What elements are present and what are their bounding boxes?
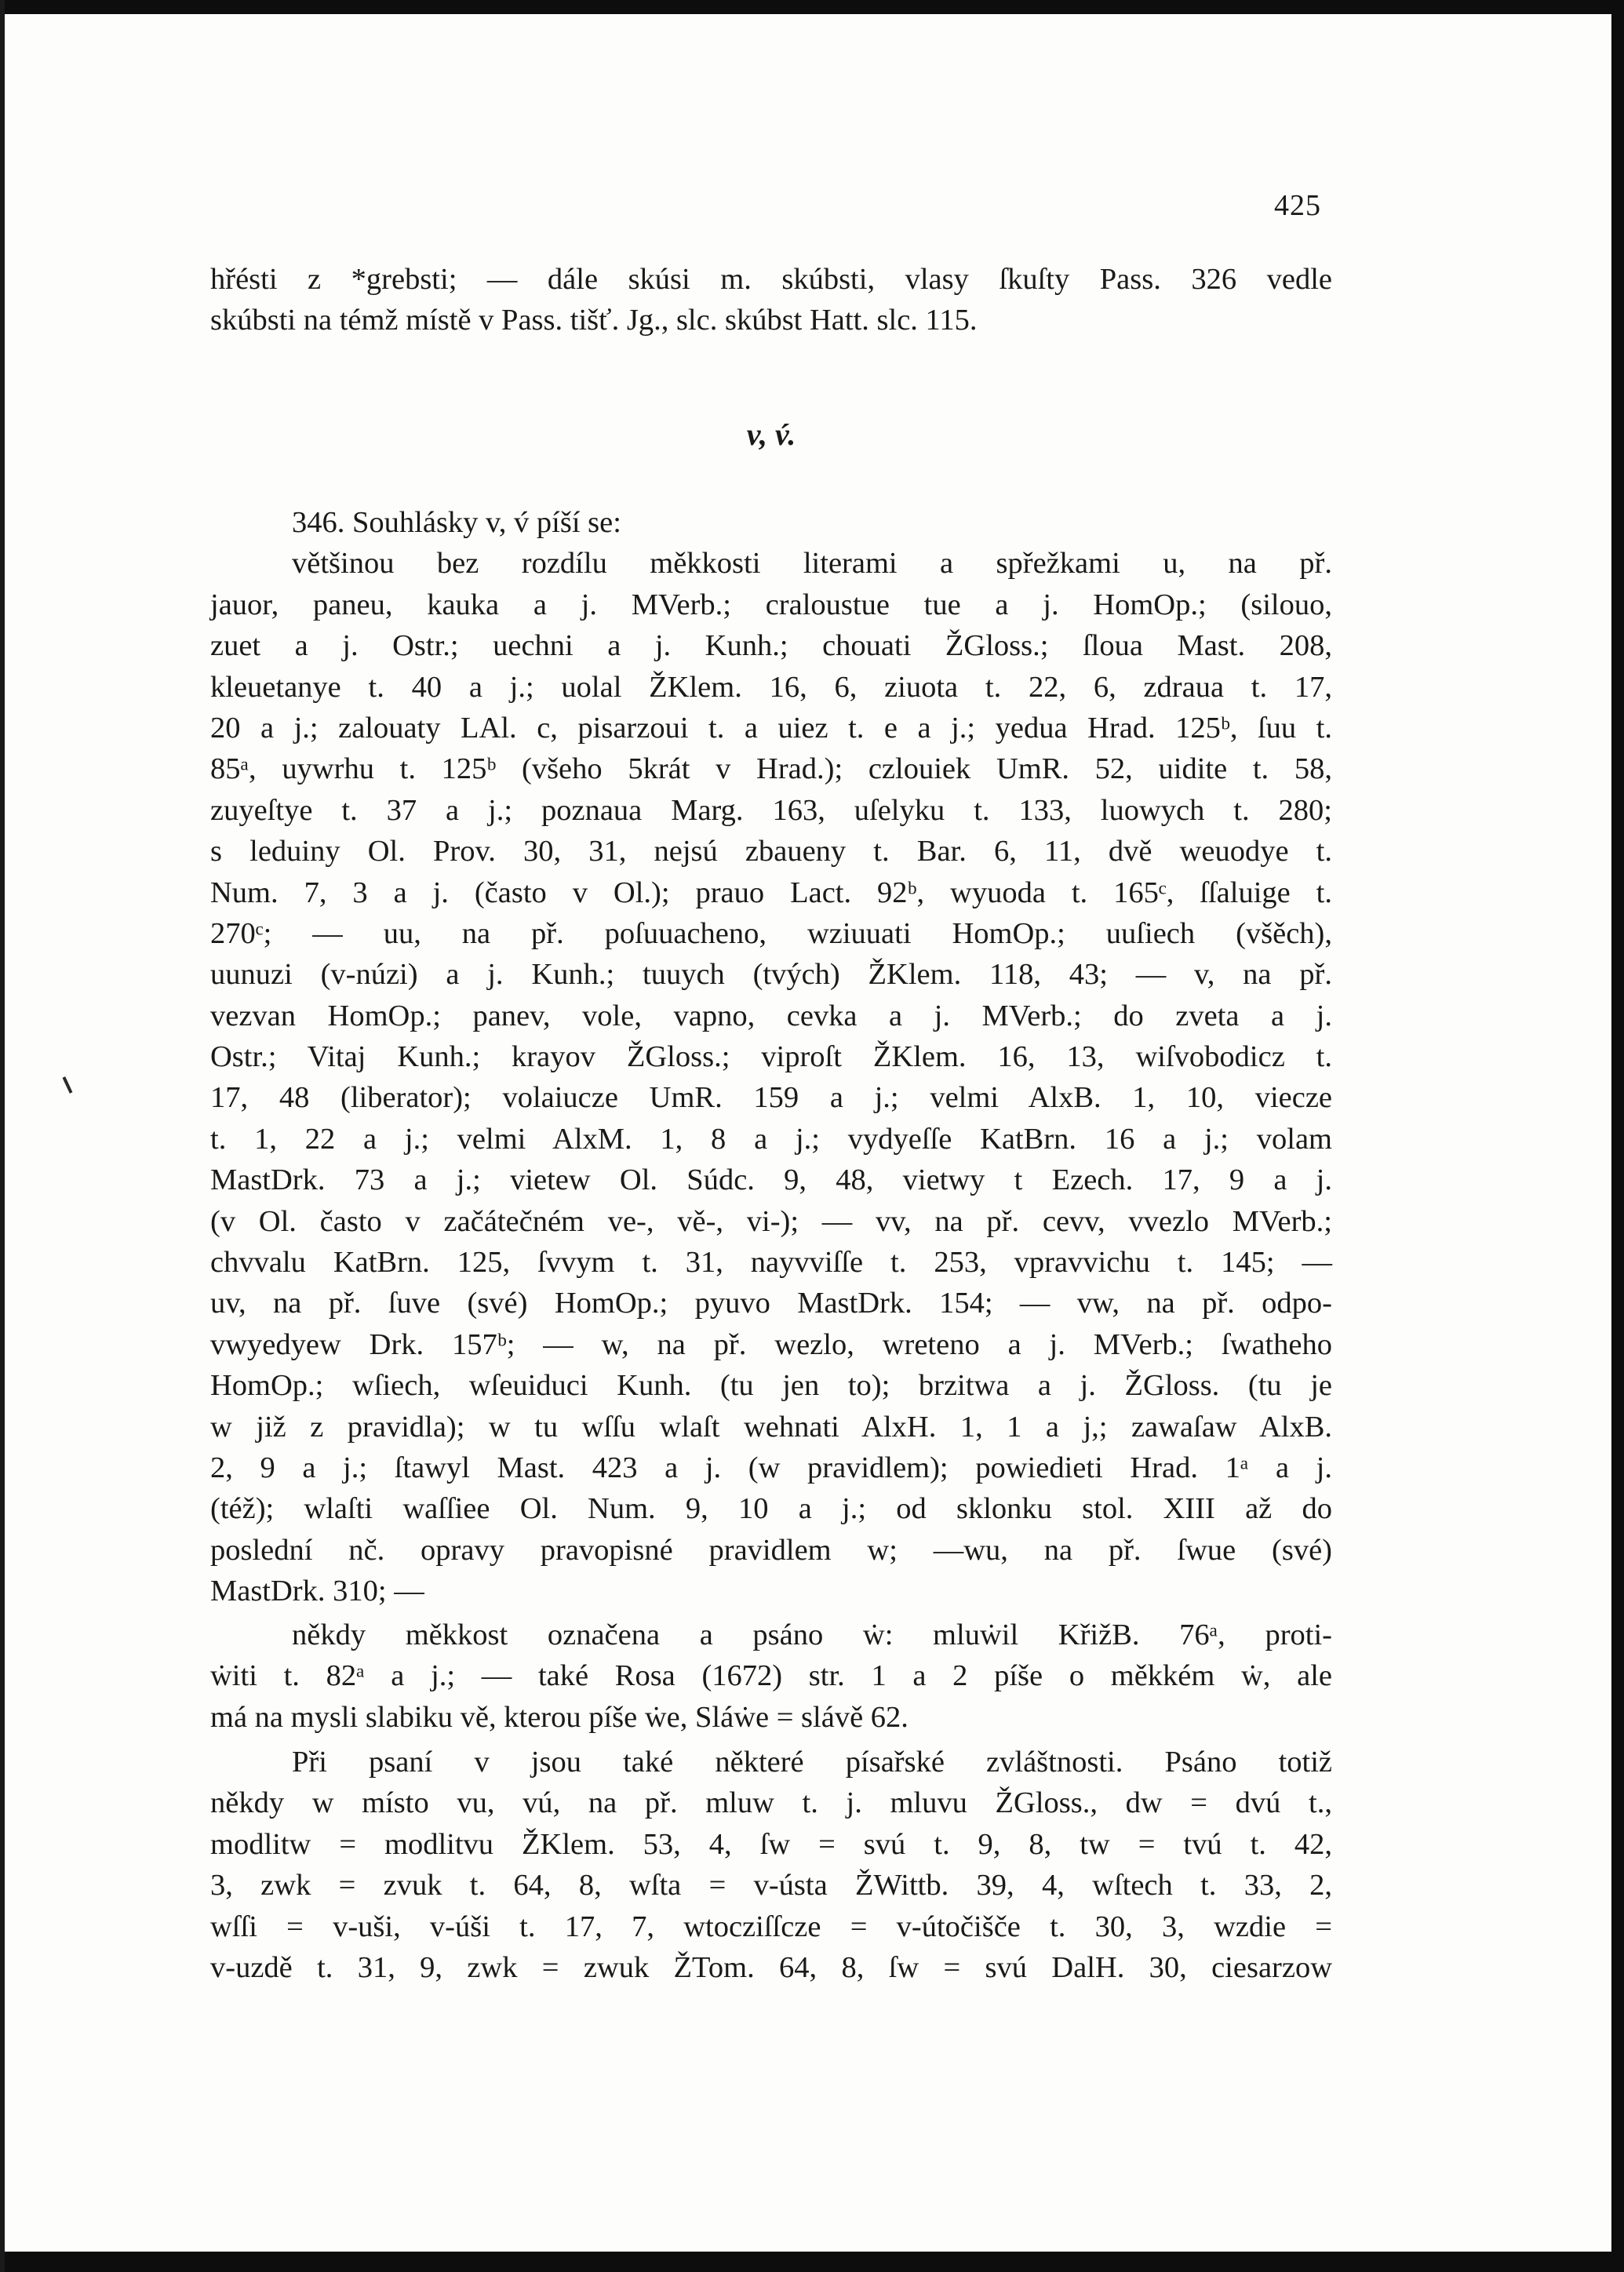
text-line: uv, na př. ſuve (své) HomOp.; pyuvo MastDrk. 154; — vw, na př. odpo- bbox=[210, 1287, 1332, 1320]
text-line: uunuzi (v-núzi) a j. Kunh.; tuuych (tvých) ŽKlem. 118, 43; — v, na př. bbox=[210, 958, 1332, 992]
text-line: skúbsti na témž místě v Pass. tišť. Jg., slc. skúbst Hatt. slc. 115. bbox=[210, 304, 978, 337]
text-line: vwyedyew Drk. 157ᵇ; — w, na př. wezlo, wreteno a j. MVerb.; ſwatheho bbox=[210, 1327, 1332, 1361]
text-line: (v Ol. často v začátečném ve-, vě-, vi-); — vv, na př. cevv, vvezlo MVerb.; bbox=[210, 1204, 1332, 1238]
scribal-paragraph bbox=[210, 1742, 1332, 1988]
text-line: w již z pravidla); w tu wſſu wlaſt wehnati AlxH. 1, 1 a j,; zawaſaw AlxB. bbox=[210, 1410, 1332, 1444]
text-line: většinou bez rozdílu měkkosti literami a spřežkami u, na př. bbox=[292, 547, 1332, 581]
text-line: 3, zwk = zvuk t. 64, 8, wſta = v-ústa ŽWittb. 39, 4, wſtech t. 33, 2, bbox=[210, 1869, 1332, 1902]
text-line: někdy w místo vu, vú, na př. mluw t. j. mluvu ŽGloss., dw = dvú t., bbox=[210, 1786, 1332, 1820]
text-line: 270ᶜ; — uu, na př. poſuuacheno, wziuuati HomOp.; uuſiech (všěch), bbox=[210, 916, 1332, 950]
section-heading: v, v́. bbox=[746, 417, 796, 452]
text-line: 2, 9 a j.; ſtawyl Mast. 423 a j. (w pravidlem); powiedieti Hrad. 1ᵃ a j. bbox=[210, 1451, 1332, 1484]
text-line: chvvalu KatBrn. 125, ſvvym t. 31, nayvviſſe t. 253, vpravvichu t. 145; — bbox=[210, 1246, 1332, 1280]
text-line: vezvan HomOp.; panev, vole, vapno, cevka a j. MVerb.; do zveta a j. bbox=[210, 999, 1332, 1032]
softness-paragraph bbox=[210, 1615, 1332, 1738]
text-line: zuet a j. Ostr.; uechni a j. Kunh.; chouati ŽGloss.; ſloua Mast. 208, bbox=[210, 629, 1332, 663]
text-line: (též); wlaſti waſſiee Ol. Num. 9, 10 a j.; od sklonku stol. XIII až do bbox=[210, 1492, 1332, 1526]
scan-border-bottom bbox=[0, 2252, 1624, 2272]
text-line: 346. Souhlásky v, v́ píší se: bbox=[292, 506, 621, 539]
scan-border-top bbox=[0, 0, 1624, 14]
text-line: kleuetanye t. 40 a j.; uolal ŽKlem. 16, 6, ziuota t. 22, 6, zdraua t. 17, bbox=[210, 670, 1332, 704]
text-line: v-uzdě t. 31, 9, zwk = zwuk ŽTom. 64, 8, ſw = svú DalH. 30, ciesarzow bbox=[210, 1950, 1332, 1984]
scan-border-right bbox=[1611, 0, 1624, 2272]
scan-border-left bbox=[0, 0, 5, 2272]
text-line: poslední nč. opravy pravopisné pravidlem w; —wu, na př. ſwue (své) bbox=[210, 1533, 1332, 1567]
text-line: hřésti z *grebsti; — dále skúsi m. skúbsti, vlasy ſkuſty Pass. 326 vedle bbox=[210, 263, 1332, 296]
text-line: MastDrk. 73 a j.; vietew Ol. Súdc. 9, 48, vietwy t Ezech. 17, 9 a j. bbox=[210, 1163, 1332, 1197]
text-line: modlitw = modlitvu ŽKlem. 53, 4, ſw = svú t. 9, 8, tw = tvú t. 42, bbox=[210, 1827, 1332, 1861]
text-line: Num. 7, 3 a j. (často v Ol.); prauo Lact. 92ᵇ, wyuoda t. 165ᶜ, ſſaluige t. bbox=[210, 876, 1332, 909]
text-line: jauor, paneu, kauka a j. MVerb.; craloustue tue a j. HomOp.; (silouo, bbox=[210, 588, 1332, 621]
text-line: wſſi = v-uši, v-úši t. 17, 7, wtocziſſcze = v-útočišče t. 30, 3, wzdie = bbox=[210, 1910, 1332, 1943]
page-number: 425 bbox=[1274, 189, 1321, 222]
text-line: 20 a j.; zalouaty LAl. c, pisarzoui t. a uiez t. e a j.; yedua Hrad. 125ᵇ, ſuu t. bbox=[210, 711, 1332, 745]
main-paragraph bbox=[210, 502, 1332, 1612]
text-line: HomOp.; wſiech, wſeuiduci Kunh. (tu jen to); brzitwa a j. ŽGloss. (tu je bbox=[210, 1369, 1332, 1403]
text-line: někdy měkkost označena a psáno ẇ: mluẇil KřižB. 76ᵃ, proti- bbox=[292, 1618, 1332, 1651]
text-line: s leduiny Ol. Prov. 30, 31, nejsú zbaueny t. Bar. 6, 11, dvě weuodye t. bbox=[210, 835, 1332, 868]
text-line: zuyeſtye t. 37 a j.; poznaua Marg. 163, uſelyku t. 133, luowych t. 280; bbox=[210, 793, 1332, 827]
text-line: ẇiti t. 82ᵃ a j.; — také Rosa (1672) str. 1 a 2 píše o měkkém ẇ, ale bbox=[210, 1659, 1332, 1693]
text-line: Ostr.; Vitaj Kunh.; krayov ŽGloss.; viproſt ŽKlem. 16, 13, wiſvobodicz t. bbox=[210, 1040, 1332, 1074]
text-line: MastDrk. 310; — bbox=[210, 1575, 424, 1608]
text-line: má na mysli slabiku vě, kterou píše ẇe, Sláẇe = slávě 62. bbox=[210, 1700, 908, 1734]
text-line: t. 1, 22 a j.; velmi AlxM. 1, 8 a j.; vydyeſſe KatBrn. 16 a j.; volam bbox=[210, 1122, 1332, 1156]
intro-paragraph bbox=[210, 259, 1332, 341]
stray-ink-mark bbox=[63, 1076, 73, 1094]
text-line: 17, 48 (liberator); volaiucze UmR. 159 a j.; velmi AlxB. 1, 10, viecze bbox=[210, 1081, 1332, 1115]
text-line: 85ᵃ, uywrhu t. 125ᵇ (všeho 5krát v Hrad.); czlouiek UmR. 52, uidite t. 58, bbox=[210, 752, 1332, 786]
text-line: Při psaní v jsou také některé písařské zvláštnosti. Psáno totiž bbox=[292, 1746, 1332, 1779]
